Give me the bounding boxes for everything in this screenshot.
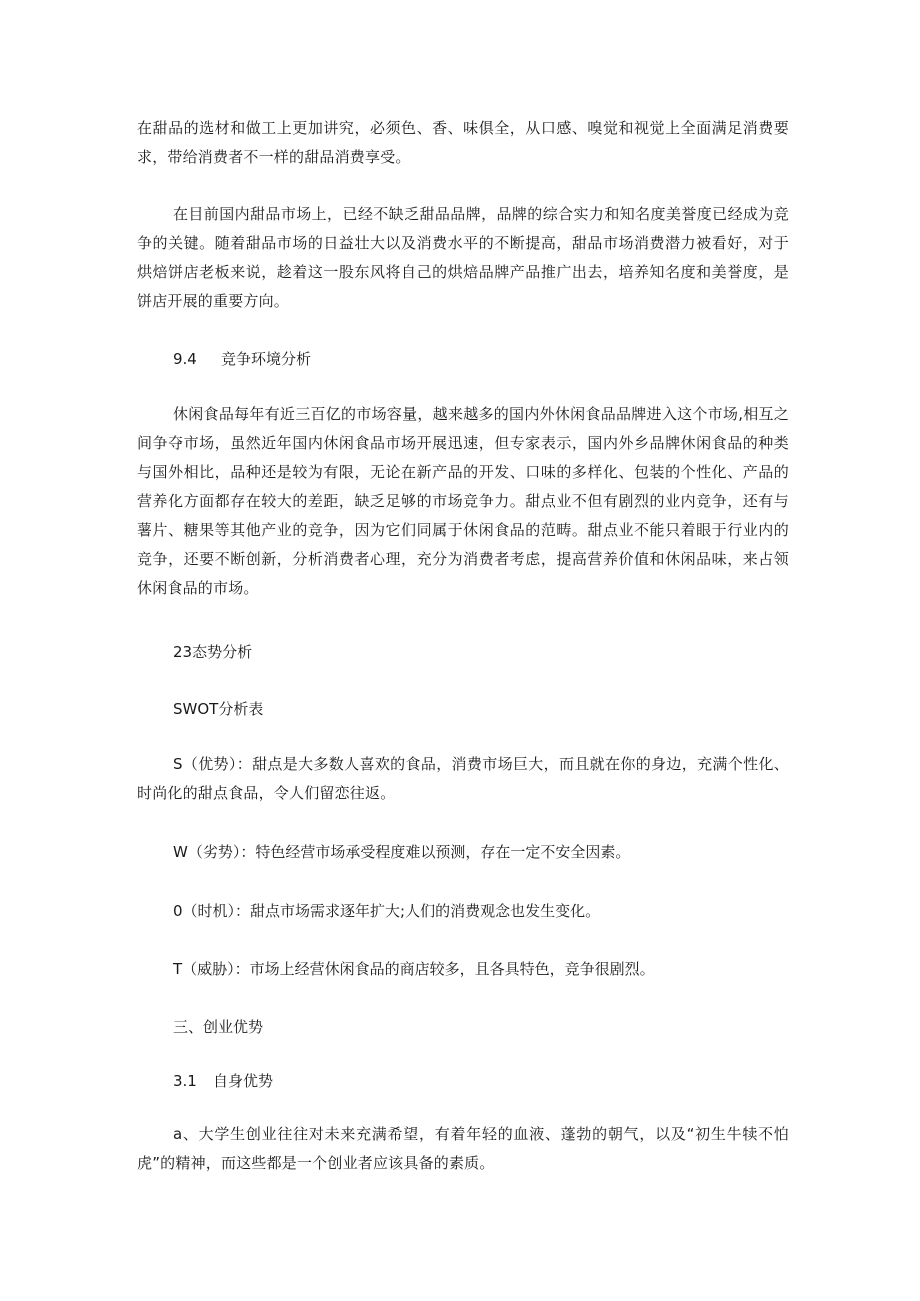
section-heading-3: 三、创业优势 <box>173 1018 264 1036</box>
section-title: 竞争环境分析 <box>221 350 312 368</box>
section-number: 3.1 <box>173 1072 197 1090</box>
paragraph-competition: 休闲食品每年有近三百亿的市场容量，越来越多的国内外休闲食品品牌进入这个市场,相互之间争夺市场，虽然近年国内休闲食品市场开展迅速，但专家表示，国内外乡品牌休闲食品的种类与国外相比，品种还是较为有限，无论在新产品的开发、口味的多样化、包装的个性化、产品的营养化方面都存在较大的差距，缺乏足够的市场竞争力。甜点业不但有剧烈的业内竞争，还有与薯片、糖果等其他产业的竞争，因为它们同属于休闲食品的范畴。甜点业不能只着眼于行业内的竞争，还要不断创新，分析消费者心理，充分为消费者考虑，提高营养价值和休闲品味，来占领休闲食品的市场。 <box>137 405 789 597</box>
paragraph-student-entrepreneur: a、大学生创业往往对未来充满希望，有着年轻的血液、蓬勃的朝气，以及“初生牛犊不怕虎”的精神，而这些都是一个创业者应该具备的素质。 <box>137 1125 789 1172</box>
swot-opportunities: 0（时机）：甜点市场需求逐年扩大;人们的消费观念也发生变化。 <box>173 902 601 920</box>
paragraph-dessert-materials: 在甜品的选材和做工上更加讲究，必须色、香、味俱全，从口感、嗅觉和视觉上全面满足消费要求，带给消费者不一样的甜品消费享受。 <box>137 119 789 166</box>
section-number: 9.4 <box>173 350 197 368</box>
section-title: 自身优势 <box>213 1072 274 1090</box>
swot-threats: T（威胁）：市场上经营休闲食品的商店较多，且各具特色，竞争很剧烈。 <box>173 960 655 978</box>
swot-table-heading: SWOT分析表 <box>173 700 264 718</box>
swot-weaknesses: W（劣势）：特色经营市场承受程度难以预测，存在一定不安全因素。 <box>173 843 631 861</box>
section-heading-3-1 <box>173 1067 273 1096</box>
swot-strengths: S（优势）：甜点是大多数人喜欢的食品，消费市场巨大，而且就在你的身边，充满个性化、时尚化的甜点食品，令人们留恋往返。 <box>137 755 789 802</box>
section-heading-9-4 <box>173 345 311 374</box>
section-heading-23: 23态势分析 <box>173 643 253 661</box>
paragraph-domestic-market: 在目前国内甜品市场上，已经不缺乏甜品品牌，品牌的综合实力和知名度美誉度已经成为竞争的关键。随着甜品市场的日益壮大以及消费水平的不断提高，甜品市场消费潜力被看好，对于烘焙饼店老板来说，趁着这一股东风将自己的烘焙品牌产品推广出去，培养知名度和美誉度，是饼店开展的重要方向。 <box>137 205 789 310</box>
